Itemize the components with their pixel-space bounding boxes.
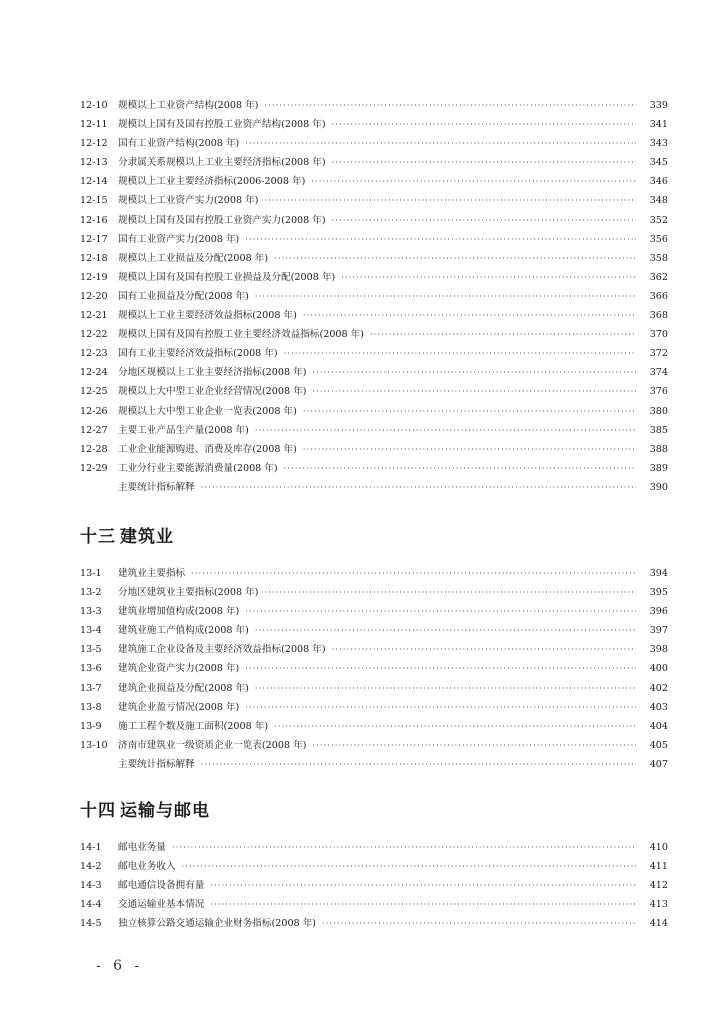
toc-entry[interactable] [80,659,668,678]
entry-page: 346 [649,176,668,188]
section-title: 建筑业 [120,527,174,547]
toc-entry[interactable] [80,382,668,401]
entry-page: 372 [649,348,668,360]
entry-page: 370 [649,329,668,341]
entry-page: 388 [649,443,668,455]
toc-entry[interactable] [80,191,668,210]
leader-dots [245,698,636,717]
entry-number: 14-3 [80,880,102,892]
toc-entry[interactable] [80,402,668,421]
toc-entry[interactable] [80,640,668,659]
toc-entry[interactable] [80,440,668,459]
leader-dots [210,876,636,895]
toc-entry[interactable] [80,421,668,440]
entry-number: 12-16 [80,214,108,226]
entry-title: 规模以上国有及国有控股工业主要经济效益指标(2008 年) [118,329,365,341]
entry-number: 12-18 [80,252,108,264]
toc-entry[interactable] [80,268,668,287]
leader-dots [311,172,636,191]
entry-page: 407 [649,758,668,770]
leader-dots [370,325,636,344]
toc-entry[interactable] [80,287,668,306]
toc-entry[interactable] [80,134,668,153]
toc-entry[interactable] [80,895,668,914]
toc-entry[interactable] [80,857,668,876]
leader-dots [245,230,636,249]
entry-number: 12-12 [80,138,108,150]
toc-entry[interactable] [80,249,668,268]
entry-number: 13-10 [80,739,108,751]
leader-dots [264,191,636,210]
entry-title: 邮电通信设备拥有量 [118,880,205,892]
entry-number: 13-1 [80,568,102,579]
page-number: - 6 - [96,958,144,974]
entry-number: 12-22 [80,329,108,341]
leader-dots [332,153,636,172]
entry-title: 工业企业能源购进、消费及库存(2008 年) [118,443,297,455]
entry-number: 14-5 [80,918,102,930]
entry-number: 12-15 [80,195,108,207]
toc-entry[interactable] [80,96,668,115]
entry-title: 主要统计指标解释 [118,758,195,770]
entry-page: 368 [649,310,668,322]
entry-page: 411 [649,861,668,873]
entry-number: 12-13 [80,157,108,169]
entry-page: 396 [649,606,668,618]
leader-dots [274,249,636,268]
leader-dots [245,602,636,621]
entry-title: 邮电业务量 [118,842,166,853]
entry-title: 建筑企业资产实力(2008 年) [118,663,240,675]
entry-page: 356 [649,233,668,245]
entry-number: 12-26 [80,405,108,417]
leader-dots [312,382,636,401]
entry-title: 规模以上工业损益及分配(2008 年) [118,252,269,264]
entry-title: 规模以上工业主要经济指标(2006-2008 年) [118,176,306,188]
entry-number: 12-28 [80,443,108,455]
leader-dots [264,96,636,115]
toc-entry[interactable] [80,876,668,895]
entry-page: 394 [649,568,668,579]
entry-page: 405 [649,739,668,751]
section-title: 运输与邮电 [120,801,210,821]
entry-title: 规模以上大中型工业企业经营情况(2008 年) [118,386,307,398]
toc-entry[interactable] [80,583,668,602]
toc-entry[interactable] [80,459,668,478]
entry-page: 395 [649,587,668,599]
entry-number: 13-5 [80,644,102,656]
leader-dots [264,583,636,602]
entry-number: 12-27 [80,424,108,436]
entry-page: 366 [649,290,668,302]
entry-page: 397 [649,625,668,637]
entry-number: 12-23 [80,348,108,360]
leader-dots [182,857,636,876]
entry-title: 规模以上国有及国有控股工业资产实力(2008 年) [118,214,326,226]
entry-page: 345 [649,157,668,169]
toc-entry[interactable] [80,115,668,134]
toc-entry[interactable] [80,838,668,857]
entry-title: 规模以上工业资产实力(2008 年) [118,195,259,207]
toc-section-14 [80,838,668,933]
leader-dots [201,755,636,774]
entry-title: 济南市建筑业一级资质企业一览表(2008 年) [118,739,307,751]
entry-page: 404 [649,720,668,732]
section-number: 十四 [80,801,116,821]
entry-title: 邮电业务收入 [118,861,176,873]
leader-dots [322,914,636,933]
entry-number: 13-6 [80,663,102,675]
entry-title: 分地区规模以上工业主要经济指标(2008 年) [118,367,307,379]
entry-title: 规模以上国有及国有控股工业资产结构(2008 年) [118,119,326,131]
entry-number: 13-8 [80,701,102,713]
toc-entry[interactable] [80,621,668,640]
entry-number: 12-29 [80,462,108,474]
section-number: 十三 [80,527,116,547]
entry-page: 400 [649,663,668,675]
entry-number: 13-2 [80,587,102,599]
entry-number: 12-11 [80,119,108,131]
entry-title: 建筑施工企业设备及主要经济效益指标(2008 年) [118,644,326,656]
entry-page: 385 [649,424,668,436]
leader-dots [341,268,636,287]
toc-entry[interactable] [80,679,668,698]
leader-dots [255,679,636,698]
toc-entry[interactable] [80,914,668,933]
entry-number: 12-10 [80,100,108,111]
leader-dots [312,363,636,382]
entry-page: 352 [649,214,668,226]
entry-title: 国有工业主要经济效益指标(2008 年) [118,348,278,360]
leader-dots [312,736,636,755]
entry-page: 341 [649,119,668,131]
entry-page: 413 [649,899,668,911]
entry-title: 国有工业资产结构(2008 年) [118,138,240,150]
toc-entry[interactable] [80,755,668,774]
entry-title: 分地区建筑业主要指标(2008 年) [118,587,259,599]
toc-entry[interactable] [80,325,668,344]
leader-dots [172,838,636,857]
entry-page: 362 [649,271,668,283]
toc-entry[interactable] [80,211,668,230]
leader-dots [191,564,636,583]
entry-number: 13-7 [80,682,102,694]
section-heading-13 [80,522,174,547]
leader-dots [303,402,636,421]
leader-dots [245,659,636,678]
toc-entry[interactable] [80,344,668,363]
leader-dots [255,287,636,306]
toc-entry[interactable] [80,698,668,717]
leader-dots [245,134,636,153]
entry-title: 交通运输业基本情况 [118,899,205,911]
leader-dots [332,115,636,134]
leader-dots [201,478,636,497]
entry-page: 380 [649,405,668,417]
entry-page: 358 [649,252,668,264]
entry-number: 12-20 [80,290,108,302]
toc-entry[interactable] [80,564,668,583]
entry-number: 14-2 [80,861,102,873]
leader-dots [303,440,636,459]
section-heading-14 [80,796,210,821]
entry-title: 建筑业施工产值构成(2008 年) [118,625,249,637]
entry-number: 13-3 [80,606,102,618]
entry-number: 13-9 [80,720,102,732]
entry-title: 建筑业增加值构成(2008 年) [118,606,240,618]
entry-number: 14-1 [80,842,102,853]
entry-page: 412 [649,880,668,892]
entry-title: 建筑业主要指标 [118,568,186,579]
leader-dots [303,306,636,325]
entry-title: 建筑企业盈亏情况(2008 年) [118,701,240,713]
toc-entry[interactable] [80,717,668,736]
leader-dots [274,717,636,736]
toc-section-12 [80,96,668,497]
entry-number: 12-14 [80,176,108,188]
entry-page: 398 [649,644,668,656]
entry-title: 工业分行业主要能源消费量(2008 年) [118,462,278,474]
leader-dots [284,344,636,363]
entry-title: 国有工业资产实力(2008 年) [118,233,240,245]
entry-title: 规模以上大中型工业企业一览表(2008 年) [118,405,297,417]
entry-page: 410 [649,842,668,853]
entry-number: 13-4 [80,625,102,637]
entry-title: 独立核算公路交通运输企业财务指标(2008 年) [118,918,317,930]
entry-page: 376 [649,386,668,398]
entry-page: 348 [649,195,668,207]
entry-title: 分隶属关系规模以上工业主要经济指标(2008 年) [118,157,326,169]
entry-page: 403 [649,701,668,713]
entry-title: 主要工业产品生产量(2008 年) [118,424,249,436]
toc-entry[interactable] [80,736,668,755]
toc-entry[interactable] [80,230,668,249]
entry-page: 339 [649,100,668,111]
entry-number: 14-4 [80,899,102,911]
entry-number: 12-24 [80,367,108,379]
toc-entry[interactable] [80,153,668,172]
entry-title: 国有工业损益及分配(2008 年) [118,290,249,302]
toc-entry[interactable] [80,478,668,497]
entry-title: 主要统计指标解释 [118,481,195,493]
leader-dots [332,211,636,230]
leader-dots [210,895,636,914]
entry-number: 12-21 [80,310,108,322]
entry-title: 规模以上国有及国有控股工业损益及分配(2008 年) [118,271,336,283]
entry-page: 389 [649,462,668,474]
toc-entry[interactable] [80,306,668,325]
toc-entry[interactable] [80,363,668,382]
entry-number: 12-19 [80,271,108,283]
leader-dots [255,421,636,440]
entry-title: 施工工程个数及施工面积(2008 年) [118,720,269,732]
entry-page: 414 [649,918,668,930]
toc-entry[interactable] [80,602,668,621]
entry-title: 规模以上工业主要经济效益指标(2008 年) [118,310,297,322]
entry-title: 建筑企业损益及分配(2008 年) [118,682,249,694]
entry-number: 12-17 [80,233,108,245]
entry-number: 12-25 [80,386,108,398]
toc-entry[interactable] [80,172,668,191]
entry-page: 390 [649,481,668,493]
entry-page: 343 [649,138,668,150]
entry-title: 规模以上工业资产结构(2008 年) [118,100,259,111]
leader-dots [255,621,636,640]
leader-dots [284,459,636,478]
leader-dots [332,640,636,659]
toc-section-13 [80,564,668,774]
entry-page: 374 [649,367,668,379]
entry-page: 402 [649,682,668,694]
